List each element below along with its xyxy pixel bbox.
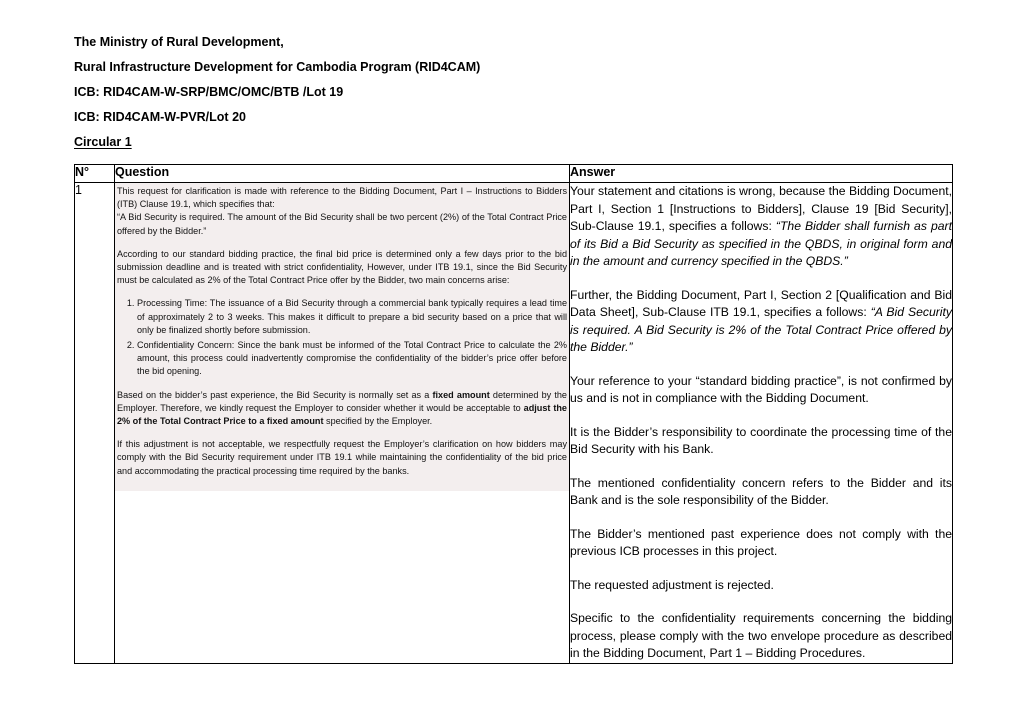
answer-para-4: It is the Bidder’s responsibility to coordinate the processing time of the Bid Security with his Bank. xyxy=(570,424,952,456)
column-header-number: N° xyxy=(75,165,115,183)
heading-icb-lot19: ICB: RID4CAM-W-SRP/BMC/OMC/BTB /Lot 19 xyxy=(74,85,344,99)
question-para-2: According to our standard bidding practice, the final bid price is determined only a few days prior to the bid submission deadline and is treated with strict confidentiality, However, under ITB 19.1, since the Bid Security must be calculated as 2% of the Total Contract Price offer by the Bidder, two main concerns arise: xyxy=(117,248,567,286)
question-para-3-bold-1: fixed amount xyxy=(432,389,490,400)
list-item: 1. Processing Time: The issuance of a Bid Security through a commercial bank typically requires a lead time of approximately 2 to 3 weeks. This makes it difficult to prepare a bid security based on a price that will only be finalized shortly before submission. xyxy=(137,297,567,337)
answer-para-1 xyxy=(570,183,952,271)
question-para-3-a: Based on the bidder’s past experience, the Bid Security is normally set as a xyxy=(117,389,433,400)
question-para-3-bold-2: adjust the 2% of the Total Contract Price to a fixed amount xyxy=(117,402,567,427)
table-row xyxy=(75,183,953,664)
document-content xyxy=(74,30,952,664)
answer-cell xyxy=(570,183,953,664)
question-text xyxy=(115,183,569,491)
answer-para-8: Specific to the confidentiality requirements concerning the bidding process, please comply with the two envelope procedure as described in the Bidding Document, Part 1 – Bidding Procedures. xyxy=(570,611,952,660)
row-number: 1 xyxy=(75,183,115,664)
heading-icb-lot20: ICB: RID4CAM-W-PVR/Lot 20 xyxy=(74,110,246,124)
table-header-row xyxy=(75,165,953,183)
question-para-3-e: specified by the Employer. xyxy=(323,416,433,427)
question-para-3 xyxy=(117,389,567,429)
question-para-4: If this adjustment is not acceptable, we respectfully request the Employer’s clarification on how bidders may comply with the Bid Security requirement under ITB 19.1 while maintaining the confidentiality of the bid price and accommodating the practical processing time required by the banks. xyxy=(117,439,567,476)
question-cell xyxy=(115,183,570,664)
answer-para-3: Your reference to your “standard bidding practice”, is not confirmed by us and is not in compliance with the Bidding Document. xyxy=(570,373,952,405)
qa-table xyxy=(74,164,953,664)
heading-ministry: The Ministry of Rural Development, xyxy=(74,35,284,49)
question-intro: This request for clarification is made with reference to the Bidding Document, Part I – Instructions to Bidders (ITB) Clause 19.1, which specifies that: xyxy=(117,186,567,210)
document-headings xyxy=(74,30,952,155)
column-header-question: Question xyxy=(115,165,570,183)
answer-para-2-a: Further, the Bidding Document, Part I, Section 2 [Qualification and Bid Data Sheet], Sub-Clause ITB 19.1, specifies a follows: xyxy=(570,287,952,319)
list-item: 2. Confidentiality Concern: Since the bank must be informed of the Total Contract Price to calculate the 2% amount, this process could inadvertently compromise the confidentiality of the bidder’s price offer before the bid opening. xyxy=(137,339,567,379)
answer-para-5: The mentioned confidentiality concern refers to the Bidder and its Bank and is the sole responsibility of the Bidder. xyxy=(570,475,952,507)
column-header-answer: Answer xyxy=(570,165,953,183)
question-para-3-c: determined by the Employer. Therefore, we kindly request the Employer to consider whether it would be acceptable to xyxy=(117,389,567,413)
heading-circular: Circular 1 xyxy=(74,135,132,149)
answer-para-1-a: Your statement and citations is wrong, because the Bidding Document, Part I, Section 1 [Instructions to Bidders], Clause 19 [Bid Security], Sub-Clause 19.1, specifies a follows: xyxy=(570,184,952,233)
answer-para-1-quote: “The Bidder shall furnish as part of its Bid a Bid Security as specified in the QBDS, in original form and in the amount and currency specified in the QBDS.” xyxy=(570,219,952,268)
answer-para-2 xyxy=(570,287,952,357)
question-quote: “A Bid Security is required. The amount of the Bid Security shall be two percent (2%) of the Total Contract Price offered by the Bidder.” xyxy=(117,212,567,236)
answer-para-6: The Bidder’s mentioned past experience does not comply with the previous ICB processes in this project. xyxy=(570,526,952,558)
answer-text xyxy=(570,183,952,663)
answer-para-7: The requested adjustment is rejected. xyxy=(570,577,774,592)
answer-para-2-quote: “A Bid Security is required. A Bid Security is 2% of the Total Contract Price offered by the Bidder.” xyxy=(570,305,952,354)
heading-program: Rural Infrastructure Development for Cambodia Program (RID4CAM) xyxy=(74,60,481,74)
question-concern-list xyxy=(117,297,567,378)
